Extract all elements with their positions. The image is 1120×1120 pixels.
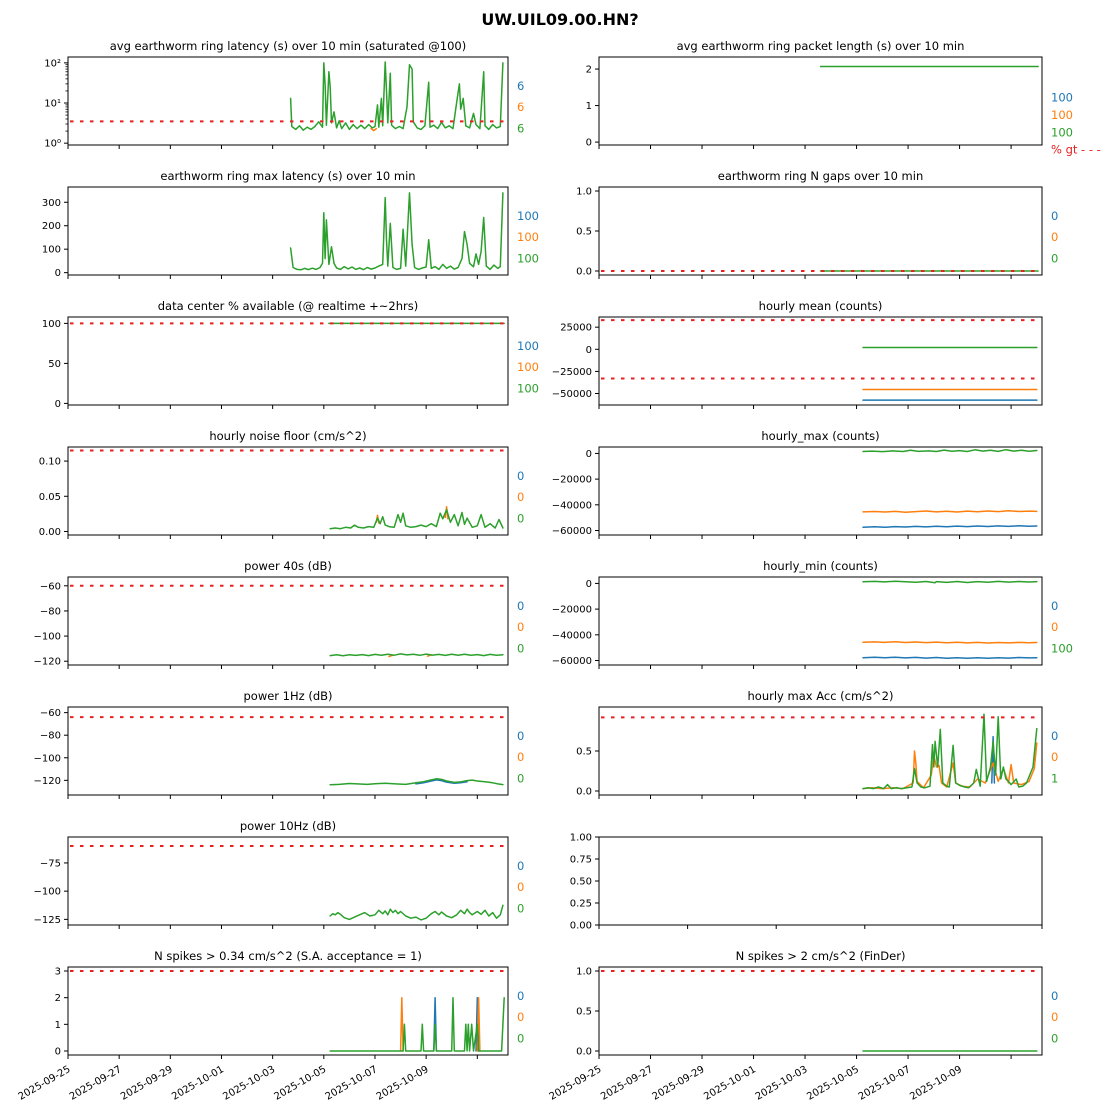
subplot-title: power 40s (dB) [244, 559, 332, 573]
svg-text:0: 0 [54, 268, 61, 280]
subplot-title: hourly_max (counts) [761, 429, 880, 443]
series-green [330, 654, 503, 656]
axes-frame [599, 967, 1042, 1055]
legend-value-orange: 100 [517, 230, 539, 245]
subplot-avg-ring-latency [44, 39, 524, 150]
axes-frame [599, 577, 1042, 665]
legend-value-blue: 0 [517, 989, 525, 1004]
legend-value-blue: 0 [517, 729, 525, 744]
series-blue [863, 657, 1037, 658]
axes-frame [68, 967, 508, 1055]
legend-value-green: 1 [1051, 771, 1059, 786]
x-axis-ticks [17, 1055, 478, 1103]
legend [1051, 729, 1058, 785]
subplot-title: N spikes > 2 cm/s^2 (FinDer) [735, 949, 906, 963]
legend-value-green: 100 [1051, 125, 1073, 140]
y-axis-ticks [42, 319, 68, 410]
svg-text:1.0: 1.0 [576, 966, 592, 978]
series-green [863, 450, 1037, 452]
svg-text:−25000: −25000 [551, 366, 592, 378]
page-title: UW.UIL09.00.HN? [481, 10, 639, 29]
x-axis-ticks [599, 275, 1011, 279]
y-axis-ticks [576, 187, 599, 278]
svg-text:−100: −100 [33, 753, 61, 765]
subplot-n-spikes-034 [17, 949, 525, 1103]
y-axis-ticks [39, 457, 68, 538]
svg-text:0.00: 0.00 [569, 920, 592, 932]
axes-frame [599, 447, 1042, 535]
series-green [330, 905, 503, 920]
axes-frame [599, 317, 1042, 405]
series-orange [863, 511, 1037, 513]
x-tick-label: 2025-09-25 [547, 1064, 604, 1103]
svg-text:1.00: 1.00 [569, 832, 592, 844]
x-tick-label: 2025-10-01 [170, 1064, 226, 1103]
subplot-ring-max-latency [42, 169, 539, 279]
x-axis-ticks [68, 665, 477, 669]
legend-value-blue: 0 [517, 599, 525, 614]
x-tick-label: 2025-10-07 [323, 1064, 380, 1103]
subplot-title: earthworm ring N gaps over 10 min [717, 169, 924, 183]
svg-text:0.05: 0.05 [38, 491, 61, 503]
legend-value-green: 0 [1051, 251, 1059, 266]
x-tick-label: 2025-09-27 [599, 1064, 656, 1103]
svg-text:−20000: −20000 [551, 604, 592, 616]
svg-text:0.5: 0.5 [576, 746, 592, 758]
svg-text:0: 0 [54, 398, 61, 410]
legend-value-orange: 100 [1051, 108, 1073, 123]
series-green [291, 62, 503, 130]
x-axis-ticks [68, 535, 477, 539]
x-tick-label: 2025-09-25 [16, 1064, 73, 1103]
svg-text:−50000: −50000 [551, 389, 592, 401]
legend-value-blue: 0 [1051, 209, 1059, 224]
series-green [330, 510, 503, 529]
legend [1051, 209, 1058, 265]
legend-value-blue: 100 [517, 339, 539, 354]
axes-frame [68, 187, 508, 275]
axes-frame [68, 57, 508, 145]
series-blue [863, 526, 1037, 528]
legend [517, 599, 524, 655]
subplot-title: avg earthworm ring packet length (s) over 10 min [676, 39, 965, 53]
svg-text:−80: −80 [39, 606, 61, 618]
x-axis-ticks [68, 145, 477, 149]
svg-text:0.75: 0.75 [569, 854, 592, 866]
legend-value-orange: 0 [517, 490, 525, 505]
x-tick-label: 2025-10-03 [753, 1064, 810, 1103]
subplot-title: hourly mean (counts) [758, 299, 883, 313]
legend-value-blue: 0 [1051, 599, 1059, 614]
x-axis-ticks [68, 925, 477, 929]
subplot-ring-n-gaps [576, 169, 1058, 279]
subplot-power-1hz [34, 689, 525, 799]
subplot-title: hourly noise floor (cm/s^2) [209, 429, 367, 443]
legend-value-orange: 0 [517, 880, 525, 895]
y-axis-ticks [552, 323, 599, 400]
subplot-title: hourly max Acc (cm/s^2) [747, 689, 894, 703]
y-axis-ticks [576, 967, 599, 1058]
subplot-noise-floor [39, 429, 525, 539]
svg-text:10⁰: 10⁰ [44, 138, 61, 150]
legend [1051, 989, 1058, 1045]
axes-frame [599, 187, 1042, 275]
axes-frame [68, 317, 508, 405]
x-axis-ticks [599, 795, 1011, 799]
svg-text:1.0: 1.0 [576, 186, 592, 198]
legend-value-green: 0 [1051, 1031, 1059, 1046]
legend [517, 469, 524, 525]
subplot-datacenter-available [42, 299, 539, 410]
legend-value-green: 0 [517, 771, 525, 786]
svg-text:100: 100 [41, 244, 61, 256]
legend-value-orange: 6 [517, 100, 525, 115]
svg-text:−120: −120 [33, 775, 61, 787]
legend-value-orange: 0 [517, 1010, 525, 1025]
svg-text:0.0: 0.0 [576, 1046, 592, 1058]
svg-text:10¹: 10¹ [44, 98, 61, 110]
y-axis-ticks [34, 708, 68, 787]
svg-text:50: 50 [48, 358, 61, 370]
x-axis-ticks [68, 795, 477, 799]
svg-text:0: 0 [54, 1046, 61, 1058]
legend-value-blue: 100 [1051, 90, 1073, 105]
legend-value-orange: 0 [1051, 750, 1059, 765]
svg-text:−75: −75 [39, 858, 61, 870]
axes-frame [68, 447, 508, 535]
legend [517, 989, 524, 1045]
x-tick-label: 2025-10-03 [221, 1064, 278, 1103]
svg-text:0.5: 0.5 [576, 1006, 592, 1018]
legend [517, 209, 539, 265]
svg-text:−80: −80 [39, 730, 61, 742]
svg-text:0: 0 [585, 137, 592, 149]
svg-text:0.25: 0.25 [569, 898, 592, 910]
svg-text:−60: −60 [39, 581, 61, 593]
svg-text:−40000: −40000 [551, 630, 592, 642]
subplot-n-spikes-2 [548, 949, 1059, 1103]
series-orange [863, 642, 1037, 643]
legend-value-blue: 0 [1051, 729, 1059, 744]
legend [1051, 90, 1101, 156]
legend-value-blue: 0 [1051, 989, 1059, 1004]
svg-text:−60: −60 [39, 708, 61, 720]
legend-value-orange: 0 [1051, 1010, 1059, 1025]
svg-text:10²: 10² [44, 58, 61, 70]
legend-value-blue: 0 [517, 859, 525, 874]
svg-text:0.50: 0.50 [569, 876, 592, 888]
x-axis-ticks [599, 145, 1011, 149]
subplot-hourly-min [552, 559, 1073, 669]
x-axis-ticks [68, 405, 477, 409]
subplot-title: power 1Hz (dB) [243, 689, 333, 703]
svg-text:0.0: 0.0 [576, 786, 592, 798]
svg-text:0: 0 [585, 578, 592, 590]
svg-text:−100: −100 [33, 886, 61, 898]
x-tick-label: 2025-09-27 [67, 1064, 124, 1103]
legend-value-orange: 0 [517, 750, 525, 765]
svg-text:1: 1 [585, 101, 592, 113]
subplot-title: earthworm ring max latency (s) over 10 min [160, 169, 416, 183]
y-axis-ticks [44, 58, 68, 149]
x-tick-label: 2025-10-09 [908, 1064, 965, 1103]
legend [1051, 599, 1073, 655]
svg-text:25000: 25000 [560, 322, 592, 334]
legend-value-orange: 100 [517, 360, 539, 375]
svg-text:3: 3 [54, 966, 61, 978]
svg-text:−60000: −60000 [551, 656, 592, 668]
legend-value-orange: 0 [517, 620, 525, 635]
subplot-title: N spikes > 0.34 cm/s^2 (S.A. acceptance = 1) [154, 949, 422, 963]
svg-text:−20000: −20000 [551, 474, 592, 486]
legend [517, 859, 524, 915]
svg-text:−60000: −60000 [551, 526, 592, 538]
x-tick-label: 2025-09-29 [118, 1064, 175, 1103]
y-axis-ticks [34, 858, 68, 925]
x-tick-label: 2025-10-05 [272, 1064, 329, 1103]
series-orange [371, 129, 376, 131]
svg-text:300: 300 [41, 197, 61, 209]
legend [517, 79, 524, 135]
legend-value-blue: 0 [517, 469, 525, 484]
subplot-hourly-max [552, 429, 1042, 539]
y-axis-ticks [570, 833, 599, 932]
x-axis-ticks [599, 405, 1011, 409]
legend-value-green: 6 [517, 121, 525, 136]
svg-text:200: 200 [41, 221, 61, 233]
subplot-hourly-max-acc [576, 689, 1058, 799]
x-tick-label: 2025-10-07 [856, 1064, 913, 1103]
y-axis-ticks [42, 198, 68, 279]
legend [517, 339, 539, 395]
legend-value-red: % gt - - - [1051, 142, 1101, 157]
x-axis-ticks [599, 665, 1011, 669]
legend-value-green: 0 [517, 1031, 525, 1046]
x-tick-label: 2025-10-09 [374, 1064, 431, 1103]
svg-text:0.5: 0.5 [576, 226, 592, 238]
y-axis-ticks [55, 967, 68, 1058]
series-green [863, 714, 1037, 788]
svg-text:100: 100 [41, 318, 61, 330]
svg-text:2: 2 [54, 993, 61, 1005]
axes-frame [599, 837, 1042, 925]
x-tick-label: 2025-10-01 [702, 1064, 759, 1103]
subplot-title: avg earthworm ring latency (s) over 10 min (saturated @100) [109, 39, 467, 53]
x-axis-ticks [68, 275, 477, 279]
legend [517, 729, 524, 785]
axes-frame [68, 577, 508, 665]
x-tick-label: 2025-10-05 [805, 1064, 862, 1103]
subplot-hourly-mean [552, 299, 1042, 409]
subplot-power-40s [34, 559, 525, 669]
legend-value-orange: 0 [1051, 230, 1059, 245]
legend-value-blue: 100 [517, 209, 539, 224]
svg-text:1: 1 [54, 1019, 61, 1031]
subplot-avg-packet-length [586, 39, 1101, 156]
legend-value-green: 100 [517, 251, 539, 266]
legend-value-green: 100 [1051, 641, 1073, 656]
y-axis-ticks [586, 65, 599, 149]
svg-text:−125: −125 [33, 914, 61, 926]
legend-value-green: 100 [517, 381, 539, 396]
subplot-title: data center % available (@ realtime +~2hrs) [157, 299, 419, 313]
svg-text:−40000: −40000 [551, 500, 592, 512]
subplot-title: hourly_min (counts) [763, 559, 878, 573]
y-axis-ticks [34, 581, 68, 667]
subplot-title: power 10Hz (dB) [239, 819, 337, 833]
subplot-empty-panel [570, 833, 1042, 932]
svg-text:−120: −120 [33, 656, 61, 668]
x-axis-ticks [599, 535, 1011, 539]
subplot-power-10hz [34, 819, 525, 929]
x-axis-ticks [548, 1055, 1011, 1103]
legend-value-orange: 0 [1051, 620, 1059, 635]
axes-frame [599, 57, 1042, 145]
y-axis-ticks [576, 747, 599, 798]
y-axis-ticks [552, 579, 599, 667]
legend-value-blue: 6 [517, 79, 525, 94]
x-tick-label: 2025-09-29 [650, 1064, 707, 1103]
legend-value-green: 0 [517, 511, 525, 526]
x-axis-ticks [599, 925, 1042, 929]
svg-text:0: 0 [585, 448, 592, 460]
series-green [291, 193, 503, 270]
legend-value-green: 0 [517, 901, 525, 916]
axes-frame [68, 707, 508, 795]
series-orange [401, 998, 404, 1051]
svg-text:2: 2 [585, 64, 592, 76]
svg-text:−100: −100 [33, 631, 61, 643]
legend-value-green: 0 [517, 641, 525, 656]
svg-text:0.0: 0.0 [576, 266, 592, 278]
series-green [863, 581, 1037, 583]
y-axis-ticks [552, 449, 599, 537]
svg-text:0: 0 [585, 344, 592, 356]
svg-text:0.00: 0.00 [38, 526, 61, 538]
svg-text:0.10: 0.10 [38, 456, 61, 468]
